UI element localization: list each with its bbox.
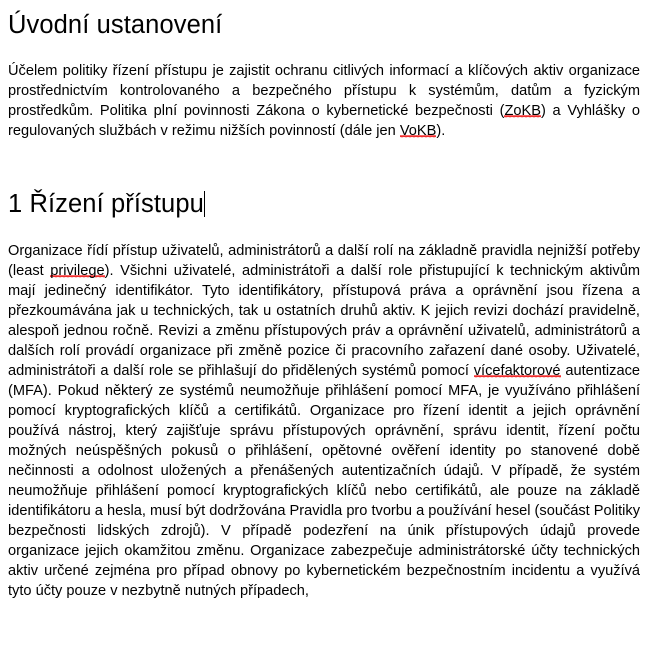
- body-paragraph[interactable]: [8, 241, 640, 601]
- section-heading-text: 1 Řízení přístupu: [8, 190, 204, 219]
- intro-text-part-2: ) a Vyhlášky o regulovaných službách v režimu nižších povinností (dále jen: [8, 103, 640, 140]
- body-text-part-1: Organizace řídí přístup uživatelů, administrátorů a další rolí na základně pravidla nejnižší potřeby (least: [8, 243, 640, 280]
- body-text-part-3: autentizace (MFA). Pokud některý ze systémů neumožňuje přihlášení pomocí MFA, je využíváno přihlášení pomocí kryptografických klíčů a certifikátů. Organizace pro řízení identit a jejich oprávnění používá nástroj, který zajišťuje správu přístupových oprávnění, správu identit, řízení počtu možných neúspěšných pokusů o přihlášení, opětovné ověření identity po stanovené době nečinnosti a odolnost uložených a přenášených autentizačních údajů. V případě, že systém neumožňuje přihlášení pomocí kryptografických klíčů nebo certifikátů, ale pouze na základě identifikátoru a hesla, musí být dodržována Pravidla pro tvorbu a používání hesel (součást Politiky bezpečnosti lidských zdrojů). V případě podezření na únik přístupových údajů provede organizace jejich okamžitou změnu. Organizace zabezpečuje administrátorské účty technických aktiv určené zejména pro případ obnovy po kybernetickém bezpečnostním incidentu a využívá tyto účty pouze v nezbytně nutných případech,: [8, 363, 640, 600]
- section-intro: [8, 10, 640, 41]
- text-caret: [204, 191, 205, 217]
- misspelled-word-zokb[interactable]: ZoKB: [504, 103, 541, 120]
- intro-paragraph[interactable]: [8, 61, 640, 141]
- body-text-part-2: ). Všichni uživatelé, administrátoři a další role přistupující k technickým aktivům mají jedinečný identifikátor. Tyto identifikátory, přístupová práva a oprávnění jsou řízena a přezkoumávána jak u technických, tak u ostatních druhů aktiv. K jejich revizi dochází pravidelně, alespoň jednou ročně. Revizi a změnu přístupových práv a oprávnění uživatelů, administrátorů a dalších rolí provádí organizace při změně pozice či pracovního zařazení dané osoby. Uživatelé, administrátoři a další role se přihlašují do přidělených systémů pomocí: [8, 263, 640, 380]
- misspelled-word-vokb[interactable]: VoKB: [399, 123, 437, 140]
- section-access-control: [8, 189, 640, 220]
- section-heading-access-control[interactable]: [8, 189, 640, 220]
- intro-text-part-3: ).: [436, 123, 446, 140]
- misspelled-word-privilege[interactable]: privilege: [50, 263, 105, 280]
- document-page: [0, 10, 650, 662]
- misspelled-word-vicefaktorove[interactable]: vícefaktorové: [473, 363, 561, 380]
- intro-text-part-1: Účelem politiky řízení přístupu je zajistit ochranu citlivých informací a klíčových aktiv organizace prostřednictvím kontrolovaného a bezpečného přístupu k systémům, datům a fyzickým prostředkům. Politika plní povinnosti Zákona o kybernetické bezpečnosti (: [8, 63, 640, 120]
- page-title[interactable]: Úvodní ustanovení: [8, 11, 223, 39]
